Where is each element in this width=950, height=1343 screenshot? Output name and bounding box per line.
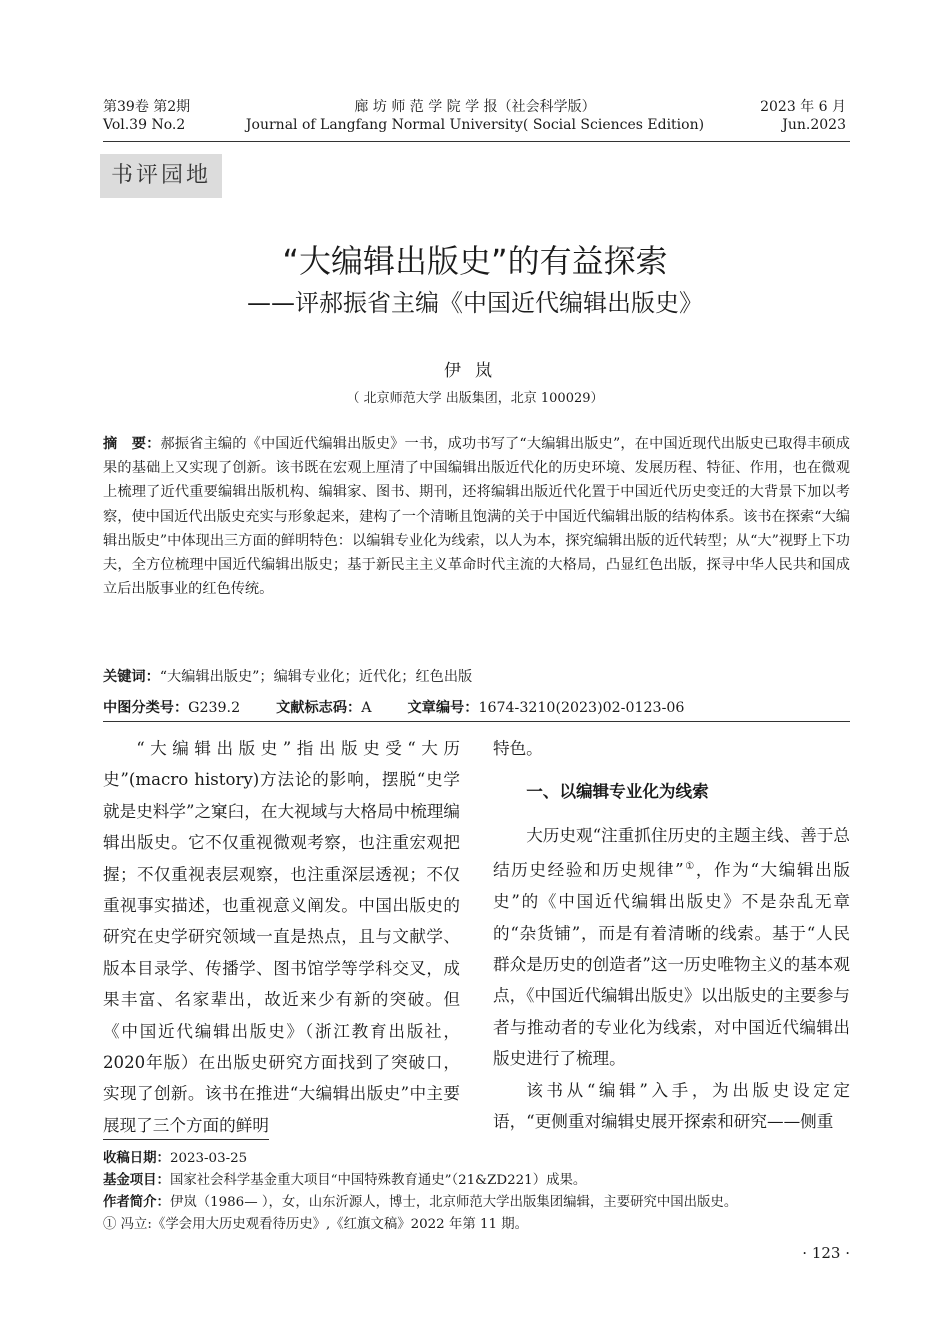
article-number-label: 文章编号： bbox=[407, 700, 479, 716]
received-label: 收稿日期： bbox=[103, 1151, 170, 1166]
body-divider bbox=[103, 721, 850, 722]
footnote-1: ① 冯立:《学会用大历史观看待历史》,《红旗文稿》2022 年第 11 期。 bbox=[103, 1217, 529, 1232]
fund-value: 国家社会科学基金重大项目“中国特殊教育通史”（21&ZD221）成果。 bbox=[169, 1173, 587, 1188]
body-paragraph-continued: 特色。 bbox=[493, 739, 543, 758]
publication-date bbox=[760, 98, 846, 134]
doc-code-value: A bbox=[361, 700, 372, 716]
journal-name-en: Journal of Langfang Normal University( Social Sciences Edition) bbox=[245, 117, 705, 133]
footnotes bbox=[103, 1148, 863, 1236]
right-column bbox=[493, 733, 850, 1137]
author-bio bbox=[103, 1192, 863, 1214]
section-tag: 书评园地 bbox=[100, 154, 222, 198]
article-title: “大编辑出版史”的有益探索 bbox=[282, 242, 668, 280]
page-number: · 123 · bbox=[802, 1244, 850, 1262]
abstract-label: 摘 要： bbox=[103, 436, 161, 452]
bio-label: 作者简介： bbox=[103, 1195, 170, 1210]
received-date bbox=[103, 1148, 863, 1170]
clc-label: 中图分类号： bbox=[103, 700, 189, 716]
article-subtitle: ——评郝振省主编《中国近代编辑出版史》 bbox=[247, 289, 703, 317]
bio-value: 伊岚（1986— ），女，山东沂源人，博士，北京师范大学出版集团编辑，主要研究中国出版史。 bbox=[169, 1195, 738, 1210]
publication-date-en: Jun.2023 bbox=[782, 117, 846, 133]
header-divider bbox=[103, 141, 850, 142]
footnote-ref-1[interactable]: ① bbox=[683, 861, 696, 873]
left-column bbox=[103, 733, 460, 1141]
section-heading-1: 一、以编辑专业化为线索 bbox=[526, 782, 709, 802]
author-affiliation: （ 北京师范大学 出版集团，北京 100029） bbox=[346, 391, 604, 406]
fund-info bbox=[103, 1170, 863, 1192]
received-value: 2023-03-25 bbox=[169, 1151, 248, 1166]
paragraph-text: ，作为“大编辑出版史”的《中国近代编辑出版史》不是杂乱无章的“杂货铺”，而是有着清晰的线索。基于“人民群众是历史的创造者”这一历史唯物主义的基本观点，《中国近代编辑出版史》以出版史的主要参与者与推动者的专业化为线索，对中国近代编辑出版史进行了梳理。 bbox=[493, 860, 850, 1069]
journal-name-cn: 廊 坊 师 范 学 院 学 报（社会科学版） bbox=[354, 99, 596, 115]
article-number-value: 1674-3210(2023)02-0123-06 bbox=[478, 700, 685, 716]
clc-value: G239.2 bbox=[188, 700, 241, 716]
volume-issue-cn: 第39卷 第2期 bbox=[103, 99, 191, 115]
keywords bbox=[103, 666, 850, 688]
fund-label: 基金项目： bbox=[103, 1173, 170, 1188]
body-paragraph: “大编辑出版史”指出版史受“大历史”(macro history)方法论的影响，摆脱“史学就是史料学”之窠臼，在大视域与大格局中梳理编辑出版史。它不仅重视微观考察，也注重宏观把握；不仅重视表层观察，也注重深层透视；不仅重视事实描述，也重视意义阐发。中国出版史的研究在史学研究领域一直是热点，且与文献学、版本目录学、传播学、图书馆学等学科交叉，成果丰富、名家辈出，故近来少有新的突破。但《中国近代编辑出版史》（浙江教育出版社，2020年版）在出版史研究方面找到了突破口，实现了创新。该书在推进“大编辑出版史”中主要展现了三个方面的鲜明 bbox=[103, 739, 460, 1135]
keywords-text: “大编辑出版史”；编辑专业化；近代化；红色出版 bbox=[159, 669, 473, 685]
publication-date-cn: 2023 年 6 月 bbox=[760, 99, 846, 115]
author-name: 伊岚 bbox=[444, 361, 506, 381]
keywords-label: 关键词： bbox=[103, 669, 160, 685]
body-paragraph bbox=[493, 820, 850, 1075]
classification-line bbox=[103, 697, 850, 719]
paragraph-text: 大历史观“注重抓住历史的主题主线、善于总结历史经验和历史规律” bbox=[493, 825, 850, 880]
volume-issue bbox=[103, 98, 190, 134]
volume-issue-en: Vol.39 No.2 bbox=[103, 117, 186, 133]
doc-code-label: 文献标志码： bbox=[276, 700, 362, 716]
abstract-text: 郝振省主编的《中国近代编辑出版史》一书，成功书写了“大编辑出版史”，在中国近现代出版史已取得丰硕成果的基础上又实现了创新。该书既在宏观上厘清了中国编辑出版近代化的历史环境、发展历程、特征、作用，也在微观上梳理了近代重要编辑出版机构、编辑家、图书、期刊，还将编辑出版近代化置于中国近代历史变迁的大背景下加以考察，使中国近代出版史充实与形象起来，建构了一个清晰且饱满的关于中国近代编辑出版的结构体系。该书在探索“大编辑出版史”中体现出三方面的鲜明特色：以编辑专业化为线索，以人为本，探究编辑出版的近代转型；从“大”视野上下功夫，全方位梳理中国近代编辑出版史；基于新民主主义革命时代主流的大格局，凸显红色出版，探寻中华人民共和国成立后出版事业的红色传统。 bbox=[103, 436, 850, 598]
body-paragraph: 该书从“编辑”入手，为出版史设定定语，“更侧重对编辑史展开探索和研究——侧重 bbox=[493, 1080, 850, 1131]
journal-name bbox=[200, 98, 750, 134]
abstract bbox=[103, 432, 850, 601]
footnote-divider bbox=[103, 1139, 269, 1140]
